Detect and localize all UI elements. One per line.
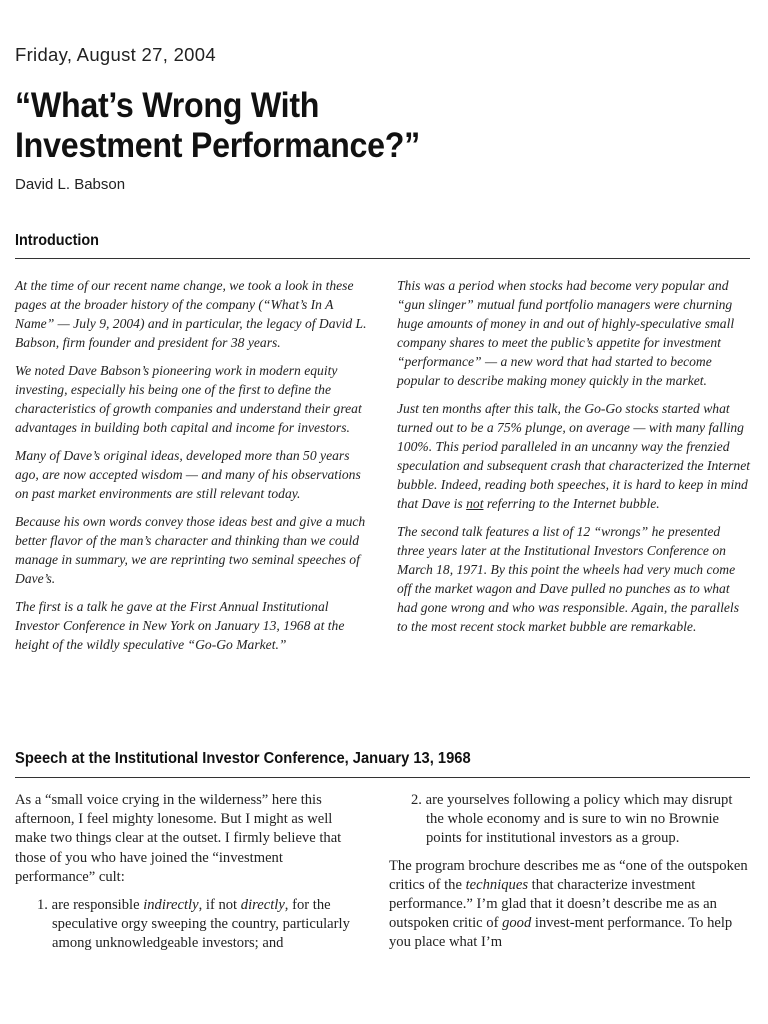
list-item: 2. are yourselves following a policy which may disrupt the whole economy and is sure to win no Brownie points for institutional investors as a group. bbox=[411, 792, 733, 847]
intro-paragraph: Many of Dave’s original ideas, developed more than 50 years ago, are now accepted wisdom — and many of his observations on past market environments are still relevant today. bbox=[15, 448, 361, 501]
intro-paragraph: The first is a talk he gave at the First Annual Institutional Investor Conference in New York on January 13, 1968 at the height of the wildly speculative “Go-Go Market.” bbox=[15, 599, 345, 652]
introduction-heading: Introduction bbox=[15, 232, 99, 249]
article-title bbox=[15, 86, 420, 166]
publication-date: Friday, August 27, 2004 bbox=[15, 44, 216, 65]
title-line-1: “What’s Wrong With bbox=[15, 86, 320, 125]
author-byline: David L. Babson bbox=[15, 176, 126, 193]
speech-heading: Speech at the Institutional Investor Conference, January 13, 1968 bbox=[15, 750, 471, 767]
intro-paragraph: This was a period when stocks had become very popular and “gun slinger” mutual fund portfolio managers were churning huge amounts of money in and out of highly-speculative small company shares to meet the public’s appetite for investment “performance” — a new word that had started to become popular to describe making money quickly in the market. bbox=[397, 278, 735, 388]
title-line-2: Investment Performance?” bbox=[15, 126, 420, 165]
introduction-divider bbox=[15, 258, 750, 259]
speech-paragraph: The program brochure describes me as “one of the outspoken critics of the techniques that characterize investment performance.” I’m glad that it doesn’t describe me as an outspoken critic of good invest-ment performance. To help you place what I’m bbox=[389, 857, 748, 951]
intro-left-column bbox=[15, 276, 368, 663]
speech-list bbox=[389, 791, 750, 849]
intro-paragraph: Because his own words convey those ideas best and give a much better flavor of the man’s character and thinking than we could manage in summary, we are reprinting two seminal speeches of Dave’s. bbox=[15, 514, 366, 586]
intro-paragraph: Just ten months after this talk, the Go-Go stocks started what turned out to be a 75% plunge, on average — with many falling 100%. This period paralleled in an uncanny way the frenzied speculation and subsequent crash that characterized the Internet bubble. Indeed, reading both speeches, it is hard to keep in mind that Dave is not referring to the Internet bubble. bbox=[397, 401, 750, 511]
intro-paragraph: The second talk features a list of 12 “wrongs” he presented three years later at the Institutional Investors Conference on March 18, 1971. By this point the wheels had very much come off the market wagon and Dave pulled no punches as to what had gone wrong and who was responsible. Again, the parallels to the most recent stock market bubble are remarkable. bbox=[397, 524, 739, 634]
speech-list bbox=[15, 896, 361, 954]
emphasized-not: not bbox=[466, 496, 484, 511]
intro-paragraph: At the time of our recent name change, we took a look in these pages at the broader history of the company (“What’s In A Name” — July 9, 2004) and in particular, the legacy of David L. Babson, firm founder and president for 38 years. bbox=[15, 278, 367, 350]
speech-left-column bbox=[15, 791, 361, 962]
speech-divider bbox=[15, 777, 750, 778]
intro-right-column bbox=[397, 276, 750, 645]
intro-paragraph: We noted Dave Babson’s pioneering work in modern equity investing, especially his being one of the first to define the characteristics of growth companies and understand their great advantages in building both capital and income for investors. bbox=[15, 363, 362, 435]
speech-right-column bbox=[389, 791, 750, 962]
list-item: 1. are responsible indirectly, if not directly, for the speculative orgy sweeping the country, particularly among unknowledgeable investors; and bbox=[37, 897, 350, 952]
speech-paragraph: As a “small voice crying in the wilderness” here this afternoon, I feel mighty lonesome. But I might as well make two things clear at the outset. I firmly believe that those of you who have joined the “investment performance” cult: bbox=[15, 792, 342, 885]
